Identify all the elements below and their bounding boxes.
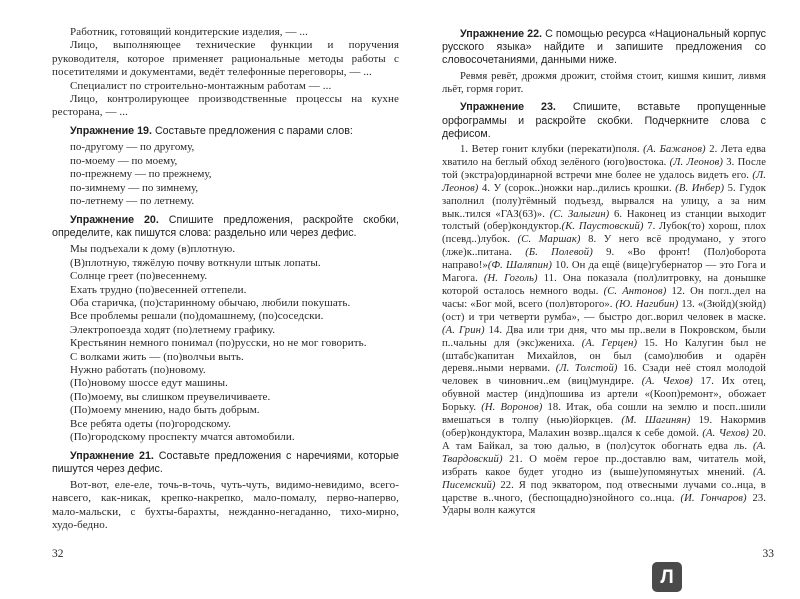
author-attribution: (А. Герцен) xyxy=(581,337,645,349)
sentence-text: 1. Ветер гонит клубки (перекати)поля. xyxy=(460,144,644,156)
exercise-19-instruction: Составьте предложения с парами слов: xyxy=(154,124,353,137)
author-attribution: (Ф. Шаляпин) xyxy=(487,260,556,272)
sentence-text: 16. Сзади неё стоял молодой человек в чиновнич..ем (виц)мундире. xyxy=(442,363,766,388)
exercise-sentence: (По)новому шоссе едут машины. xyxy=(70,377,228,390)
sentence-text: 10. Он да ещё (вице)губернатор — это Гога и Магога. xyxy=(442,260,767,285)
exercise-20-instruction: Спишите предложения, раскройте скобки, определите, как пишутся слова: раздельно или через дефис. xyxy=(52,214,399,240)
author-attribution: (И. Гончаров) xyxy=(680,492,753,504)
sentence-text: 4. У (сорок..)ножки нар..дились крошки. xyxy=(481,182,676,194)
exercise-21-label: Упражнение 21. xyxy=(70,449,154,462)
author-attribution: (Ю. Нагибин) xyxy=(615,298,682,310)
exercise-23 xyxy=(442,101,766,518)
sentence-text: 15. Но Калугин был не (штабс)капитан Михайлов, он был (само)любив и одарён деревя..ными нервами. xyxy=(442,337,766,375)
exercise-23-heading xyxy=(442,101,766,141)
sentence-text: 9. «Во фронт! (Пол)оборота направо!» xyxy=(442,247,766,272)
exercise-sentence: (В)плотную, тяжёлую почву воткнули штык лопаты. xyxy=(70,256,321,269)
labirint-watermark-logo xyxy=(652,562,682,592)
exercise-sentence: (По)моему мнению, надо быть добрым. xyxy=(70,404,260,417)
exercise-21 xyxy=(52,450,399,533)
sentence-text: 12. Он погл..дел на часы: «Бог мой, всего (пол)второго». xyxy=(442,286,766,310)
author-attribution: (Б. Полевой) xyxy=(525,247,607,259)
page-number-right: 33 xyxy=(762,548,774,560)
sentence-text: 22. Я под экватором, под отвесными лучами со..нца, в царстве в..чного, (беспощадно)знойного со..нца. xyxy=(442,479,766,504)
intro-paragraph: Работник, готовящий кондитерские изделия, — ... xyxy=(70,26,308,38)
exercise-sentence: Крестьянин немного понимал (по)русски, но не мог говорить. xyxy=(70,337,367,350)
word-pair: по-прежнему — по прежнему, xyxy=(70,168,212,181)
intro-paragraph: Специалист по строительно-монтажным работам — ... xyxy=(70,79,332,92)
exercise-23-label: Упражнение 23. xyxy=(460,101,556,114)
exercise-sentence: Все проблемы решали (по)домашнему, (по)соседски. xyxy=(70,310,324,323)
sentence-text: 18. Итак, оба сошли на землю и посп..шили вмешаться в толпу (нью)йоркцев. xyxy=(442,402,766,427)
author-attribution: (А. Твардовский) xyxy=(442,440,766,465)
sentence-text: 11. Она показала (пол)литровку, на донышке которой осталось немного воды. xyxy=(442,273,766,297)
sentence-text: 21. О моём герое пр..доставлю вам, читатель мой, избрать какое будет угодно из (выше)упомянутых мнений. xyxy=(442,453,766,478)
page-right xyxy=(442,28,766,518)
author-attribution: (К. Паустовский) xyxy=(561,221,648,233)
author-attribution: (Н. Гоголь) xyxy=(483,273,544,285)
exercise-sentence: Нужно работать (по)новому. xyxy=(70,364,206,377)
exercise-19-label: Упражнение 19. xyxy=(70,124,152,137)
exercise-22-heading xyxy=(442,28,766,68)
sentence-text: 8. У него всё продумано, у этого (лже)к..питана. xyxy=(442,234,767,259)
author-attribution: (С. Залыгин) xyxy=(549,208,615,220)
word-pair: по-другому — по другому, xyxy=(70,141,195,154)
exercise-21-heading xyxy=(52,450,399,476)
author-attribution: (А. Чехов) xyxy=(702,427,753,439)
author-attribution: (А. Писемский) xyxy=(442,466,766,491)
exercise-21-instruction: Составьте предложения с наречиями, которые пишутся через дефис. xyxy=(52,449,399,475)
exercise-20-label: Упражнение 20. xyxy=(70,214,159,227)
exercise-22 xyxy=(442,28,766,96)
intro-paragraph: Лицо, контролирующее производственные процессы на кухне ресторана, — ... xyxy=(52,93,399,119)
author-attribution: (А. Грин) xyxy=(442,324,489,336)
exercise-23-text xyxy=(442,144,766,518)
sentence-text: 6. Наконец из станции выходит толстый (обер)кондуктор. xyxy=(442,208,767,233)
author-attribution: (Н. Воронов) xyxy=(481,402,548,414)
sentence-text: 3. После той (экстра)ординарной встречи мне более не удалось видеть его. xyxy=(442,156,766,181)
author-attribution: (С. Антонов) xyxy=(603,286,672,297)
author-attribution: (Л. Толстой) xyxy=(555,363,624,375)
exercise-sentence: Мы подъехали к дому (в)плотную. xyxy=(70,243,236,256)
exercise-19 xyxy=(52,125,399,209)
sentence-text: 20. А там Байкал, за тою далью, в (пол)суток обогнать едва ль. xyxy=(442,427,766,452)
sentence-text: 14. Два или три дня, что мы пр..вели в Покровском, были п..чальны для (экс)жениха. xyxy=(442,324,766,349)
author-attribution: (М. Шагинян) xyxy=(621,415,699,427)
sentence-text: 2. Лета едва хватило на беглый обход зелёного (юго)востока. xyxy=(442,144,766,168)
sentence-text: 5. Гудок заполнил (полу)тёмный подъезд, вырвался на улицу, а за ним вык..тился «ГАЗ(63)». xyxy=(442,182,767,220)
sentence-text: 7. Лубок(то) хорош, плох (псевд..)лубок. xyxy=(442,221,767,246)
exercise-sentence: Ехать трудно (по)весенней оттепели. xyxy=(70,283,247,296)
page-number-left: 32 xyxy=(52,548,64,560)
author-attribution: (Л. Леонов) xyxy=(669,156,727,168)
author-attribution: (Л. Леонов) xyxy=(442,169,766,194)
sentence-text: 13. «(Зюйд)(зюйд)(ост) и три четверти румба», — быстро дог..ворил человек в маске. xyxy=(442,298,766,323)
author-attribution: (А. Чехов) xyxy=(641,376,701,388)
exercise-22-label: Упражнение 22. xyxy=(460,28,543,40)
exercise-sentence: Оба старичка, (по)старинному обычаю, любили покушать. xyxy=(70,297,351,310)
word-pair: по-моему — по моему, xyxy=(70,154,178,167)
sentence-text: 17. Их отец, обувной мастер (инд)пошива из артели «(Кооп)ремонт», обожает Борьку. xyxy=(442,376,766,414)
exercise-sentence: С волками жить — (по)волчьи выть. xyxy=(70,350,244,363)
sentence-text: 23. Удары волн кажутся xyxy=(442,492,767,517)
exercise-sentence: Солнце греет (по)весеннему. xyxy=(70,270,208,283)
author-attribution: (В. Инбер) xyxy=(675,182,728,194)
page-left xyxy=(52,26,399,533)
exercise-23-instruction: Спишите, вставьте пропущенные орфограммы и раскройте скобки. Подчеркните слова с дефисом. xyxy=(442,101,766,140)
exercise-sentence: Все ребята одеты (по)городскому. xyxy=(70,417,231,430)
word-pair: по-летнему — по летнему. xyxy=(70,195,195,208)
logo-letter: Л xyxy=(660,566,674,588)
author-attribution: (А. Бажанов) xyxy=(643,144,710,156)
exercise-19-heading xyxy=(52,125,399,138)
exercise-sentence: (По)городскому проспекту мчатся автомобили. xyxy=(70,431,295,444)
exercise-sentence: Электропоезда ходят (по)летнему графику. xyxy=(70,323,276,336)
exercise-sentence: (По)моему, вы слишком преувеличиваете. xyxy=(70,390,271,403)
intro-paragraph: Лицо, выполняющее технические функции и поручения руководителя, которое применяет рациональные методы работы с посетителями и документами, ведёт телефонные переговоры, — ... xyxy=(52,39,399,79)
exercise-20-heading xyxy=(52,214,399,240)
author-attribution: (С. Маршак) xyxy=(517,234,589,246)
word-pair: по-зимнему — по зимнему, xyxy=(70,181,199,194)
adverb-list: Вот-вот, еле-еле, точь-в-точь, чуть-чуть, видимо-невидимо, всего-навсего, как-никак, крепко-накрепко, мало-помалу, перво-наперво, мало-мальски, с бухты-барахты, нежданно-негаданно, тихо-мирно, худо-бедно. xyxy=(52,478,399,532)
sentence-text: 19. Накормив (обер)кондуктора, Малахин возвр..щался к себе домой. xyxy=(442,415,766,439)
exercise-20 xyxy=(52,214,399,445)
exercise-22-instruction: С помощью ресурса «Национальный корпус русского языка» найдите и запишите предложения со словосочетаниями, данными ниже. xyxy=(442,28,766,67)
phrase-list: Ревмя ревёт, дрожмя дрожит, стоймя стоит, кишмя кишит, ливмя льёт, гормя горит. xyxy=(442,70,766,95)
